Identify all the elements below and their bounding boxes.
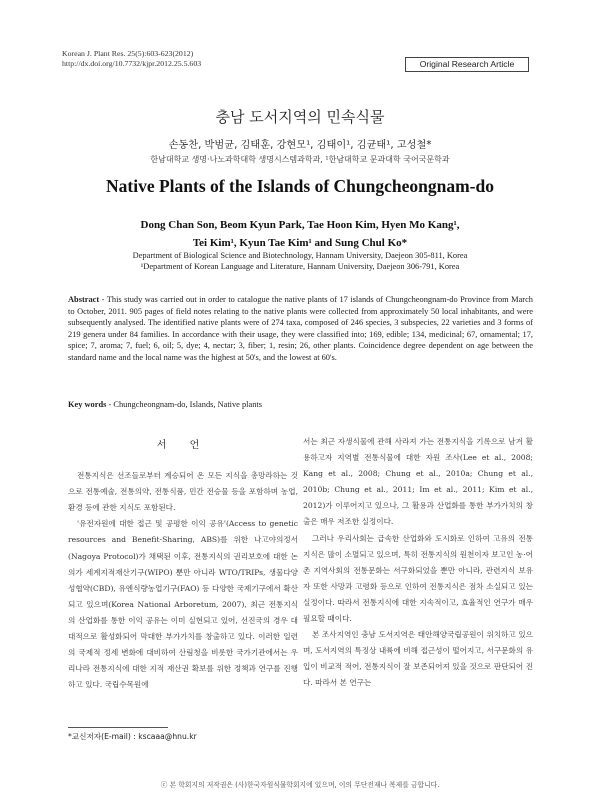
paragraph: 그러나 우리사회는 급속한 산업화와 도시화로 인하여 고유의 전통지식은 많이 소멸되고 있으며, 특히 전통지식의 원천이자 보고인 농·어촌 지역사회의 전통문화는 서구화되었을 뿐만 아니라, 관련지식 보유자 또한 사망과 고령화 등으로 인하여 전통지식은 점차 소실되고 있는 실정이다. 따라서 전통지식에 대한 지속적이고, 효율적인 연구가 매우 필요할 때이다. (303, 533, 533, 624)
affiliation-english-2: ¹Department of Korean Language and Literature, Hannam University, Daejeon 306-791, Korea (140, 261, 460, 271)
keywords-text: - Chungcheongnam-do, Islands, Native plants (106, 400, 262, 409)
section-heading-introduction: 서 언 (156, 440, 210, 451)
left-column (68, 436, 298, 693)
authors-korean: 손동찬, 박범균, 김태훈, 강현모¹, 김태이¹, 김균태¹, 고성철* (168, 140, 432, 151)
abstract-text: - This study was carried out in order to catalogue the native plants of 17 islands of Chungcheongnam-do Province from March to October, 2011. 905 pages of field notes relating to the native plants were collected from approximately 50 local inhabitants, and were subsequently analysed. The identified native plants were of 274 taxa, composed of 246 species, 3 subspecies, 22 varieties and 3 forms of 219 genera under 84 families. In accordance with their usage, they were classified into; 169, edible; 134, medicinal; 67, ornamental; 17, spice; 7, aroma; 7, fuel; 6, oil; 5, dye; 4, nectar; 3, fiber; 1, resin; 26, other plants. Coincidence degree dependent on age between the standard name and the local name was the highest at 50's, and the lowest at 60's. (68, 295, 533, 362)
keywords-label: Key words (68, 400, 107, 409)
page-title-korean: 충남 도서지역의 민속식물 (215, 108, 385, 126)
paragraph: 본 조사지역인 충남 도서지역은 태안해양국립공원이 위치하고 있으며, 도서지역의 특징상 내륙에 비해 접근성이 떨어지고, 서구문화의 유입이 비교적 적어, 전통지식이 잘 보존되어져 있을 것으로 판단되어 진다. 따라서 본 연구는 (303, 630, 533, 688)
doi-link[interactable]: http://dx.doi.org/10.7732/kjpr.2012.25.5.603 (62, 59, 202, 68)
paragraph: '유전자원에 대한 접근 및 공평한 이익 공유'(Access to genetic resources and Benefit-Sharing, ABS)를 위한 나고야의정서(Nagoya Protocol)가 채택된 이후, 전통지식의 권리보호에 대한 논의가 세계지적재산기구(WIPO) 뿐만 아니라 WTO/TRIPs, 생물다양성협약(CBD), 유엔식량농업기구(FAO) 등 다양한 국제기구에서 확산되고 있으며(Korea National Arboretum, 2007), 최근 전통지식의 산업화를 통한 이익 공유는 이미 실현되고 있어, 선진국의 경우 대대적으로 활성화되어 막대한 부가가치를 창출하고 있다. 이러한 일련의 국제적 정세 변화에 대비하여 산림청을 비롯한 국가기관에서는 우리나라 전통지식에 대한 지적 재산권 확보를 위한 정책과 연구를 진행하고 있다. 국립수목원에 (68, 519, 298, 690)
affiliation-english-1: Department of Biological Science and Biotechnology, Hannam University, Daejeon 305-811, Korea (132, 251, 468, 260)
copyright-notice: ⓒ 본 학회지의 저작권은 (사)한국자원식물학회지에 있으며, 이의 무단전재나 복제를 금합니다. (160, 781, 440, 789)
journal-citation: Korean J. Plant Res. 25(5):603-623(2012) (62, 49, 194, 58)
paragraph: 전통지식은 선조들로부터 계승되어 온 모든 지식을 총망라하는 것으로 전통예술, 전통의약, 전통식품, 민간 전승물 등을 포함하며 농업, 환경 등에 관한 지식도 포함된다. (68, 471, 298, 513)
page-title-english: Native Plants of the Islands of Chungcheongnam-do (106, 176, 494, 196)
affiliation-korean: 한남대학교 생명·나노과학대학 생명시스템과학과, ¹한남대학교 문과대학 국어국문학과 (150, 155, 450, 164)
authors-english (90, 216, 510, 252)
paragraph: 서는 최근 자생식물에 관해 사라져 가는 전통지식을 기록으로 남겨 활용하고자 지역별 전통식물에 대한 자원 조사(Lee et al., 2008; Kang et al., 2008; Chung et al., 2010a; Chung et al., 2010b; Chung et al., 2011; Im et al., 2011; Kim et al., 2012)가 이루어지고 있으나, 그 활용과 산업화를 통한 부가가치의 창출은 매우 저조한 실정이다. (303, 437, 533, 527)
footnote-divider (68, 727, 168, 728)
journal-header (62, 49, 201, 69)
abstract-label: Abstract (68, 295, 100, 304)
right-column (303, 434, 533, 692)
article-type-badge: Original Research Article (405, 57, 529, 72)
affiliation-english (60, 251, 540, 272)
authors-english-line-1: Dong Chan Son, Beom Kyun Park, Tae Hoon Kim, Hyen Mo Kang¹, (140, 219, 460, 231)
keywords (68, 400, 533, 409)
abstract (68, 294, 533, 363)
corresponding-author-footnote: *교신저자(E-mail) : kscaaa@hnu.kr (68, 732, 197, 741)
authors-english-line-2: Tei Kim¹, Kyun Tae Kim¹ and Sung Chul Ko* (192, 237, 408, 249)
